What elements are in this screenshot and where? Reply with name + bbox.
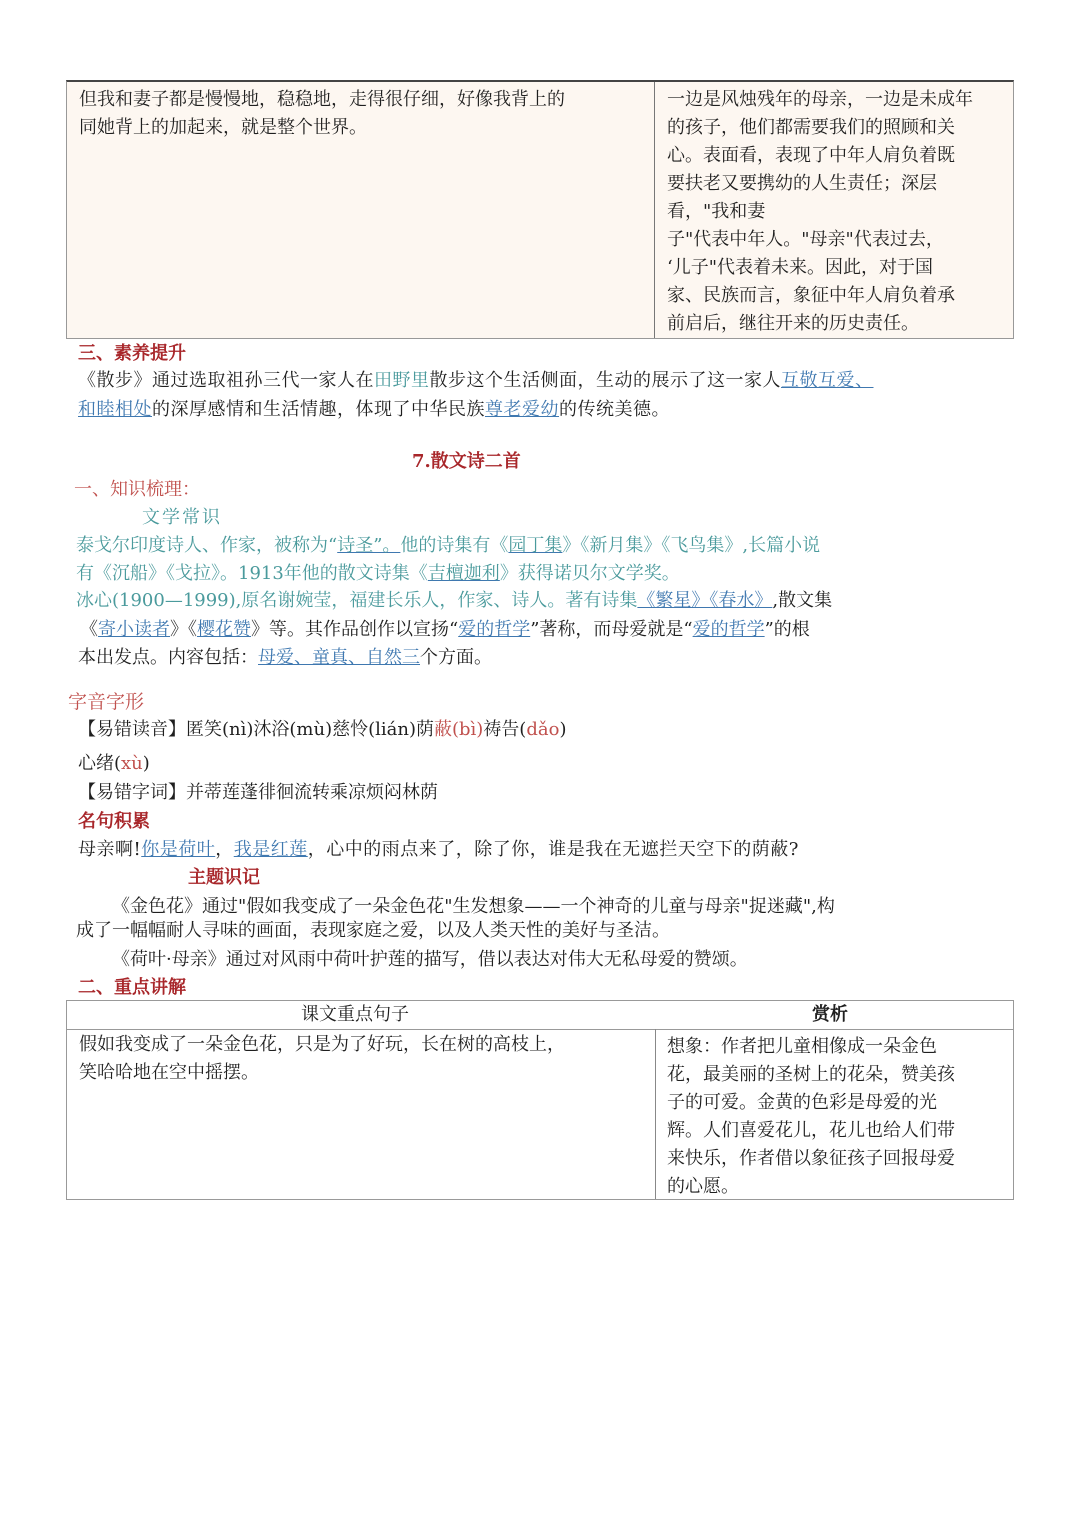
text-line: ‘儿子"代表着未来。因此，对于国 [667, 257, 933, 278]
section-heading: 三、素养提升 [78, 343, 186, 364]
paragraph-line: 和睦相处的深厚感情和生活情趣，体现了中华民族尊老爱幼的传统美德。 [78, 399, 670, 420]
table-2-header-right: 赏析 [812, 1004, 848, 1025]
literature-heading: 文学常识 [142, 507, 222, 528]
table-1-divider [654, 82, 655, 338]
text-line: 的心愿。 [667, 1176, 739, 1197]
paragraph-line: 成了一幅幅耐人寻味的画面，表现家庭之爱，以及人类天性的美好与圣洁。 [76, 920, 670, 941]
text-line: 的孩子，他们都需要我们的照顾和关 [667, 117, 955, 138]
table-2-header-line [67, 1029, 1013, 1030]
table-2-right-cell [667, 1033, 1007, 1201]
table-1-right-cell [667, 86, 1007, 338]
table-2 [66, 1000, 1014, 1200]
table-1 [66, 80, 1014, 339]
highlight-text: 尊老爱幼 [485, 399, 559, 420]
paragraph-line: 《金色花》通过"假如我变成了一朵金色花"生发想象——一个神奇的儿童与母亲"捉迷藏",构 [112, 896, 835, 917]
text-line: 子"代表中年人。"母亲"代表过去， [667, 229, 944, 250]
famous-line: 母亲啊!你是荷叶，我是红莲，心中的雨点来了，除了你，谁是我在无遮拦天空下的荫蔽? [78, 839, 799, 860]
lesson-title: 7.散文诗二首 [412, 451, 521, 472]
paragraph-line: 《散步》通过选取祖孙三代一家人在田野里散步这个生活侧面，生动的展示了这一家人互敬互爱、 [78, 370, 874, 391]
text-line: 辉。人们喜爱花儿，花儿也给人们带 [667, 1120, 955, 1141]
text-line: 同她背上的加起来，就是整个世界。 [79, 117, 367, 138]
key-heading: 二、重点讲解 [78, 977, 186, 998]
text-line: 前启后，继往开来的历史责任。 [667, 313, 919, 334]
pronunciation-line: 心绪(xù) [78, 753, 150, 774]
highlight-text: 和睦相处 [78, 399, 152, 420]
paragraph-line: 冰心(1900—1999),原名谢婉莹，福建长乐人，作家、诗人。著有诗集《繁星》《春水》,散文集 [76, 590, 833, 611]
words-line: 【易错字词】并蒂莲蓬徘徊流转乘凉烦闷林荫 [78, 782, 438, 803]
text-line: 假如我变成了一朵金色花，只是为了好玩，长在树的高枝上， [79, 1034, 565, 1055]
theme-heading: 主题识记 [188, 867, 260, 888]
zixing-heading: 字音字形 [68, 691, 145, 713]
text-line: 来快乐，作者借以象征孩子回报母爱 [667, 1148, 955, 1169]
table-2-divider [655, 1029, 656, 1199]
text-line: 想象：作者把儿童相像成一朵金色 [667, 1036, 937, 1057]
table-2-header-left: 课文重点句子 [301, 1004, 409, 1025]
text-line: 子的可爱。金黄的色彩是母爱的光 [667, 1092, 937, 1113]
text-line: 笑哈哈地在空中摇摆。 [79, 1062, 259, 1083]
highlight-text: 互敬互爱、 [781, 370, 874, 391]
text-line: 花，最美丽的圣树上的花朵，赞美孩 [667, 1064, 955, 1085]
famous-heading: 名句积累 [78, 811, 150, 832]
table-2-left-cell [79, 1031, 649, 1087]
paragraph-line: 《荷叶·母亲》通过对风雨中荷叶护莲的描写，借以表达对伟大无私母爱的赞颂。 [112, 949, 748, 970]
paragraph-line: 本出发点。内容包括：母爱、童真、自然三个方面。 [78, 647, 492, 668]
text-line: 但我和妻子都是慢慢地，稳稳地，走得很仔细，好像我背上的 [79, 89, 565, 110]
pronunciation-line: 【易错读音】匿笑(nì)沐浴(mù)慈怜(lián)荫蔽(bì)祷告(dǎo) [78, 719, 567, 740]
paragraph-line: 泰戈尔印度诗人、作家，被称为“诗圣”。他的诗集有《园丁集》《新月集》《飞鸟集》,长篇小说 [76, 535, 821, 556]
paragraph-line: 《寄小读者》《樱花赞》等。其作品创作以宣扬“爱的哲学”著称，而母爱就是“爱的哲学”的根 [80, 619, 810, 640]
text-line: 家、民族而言，象征中年人肩负着承 [667, 285, 955, 306]
text-line: 看，"我和妻 [667, 201, 766, 222]
text-line: 要扶老又要携幼的人生责任；深层 [667, 173, 937, 194]
text-line: 一边是风烛残年的母亲，一边是未成年 [667, 89, 973, 110]
knowledge-heading: 一、知识梳理： [74, 479, 200, 500]
text-line: 心。表面看，表现了中年人肩负着既 [667, 145, 955, 166]
table-1-left-cell [79, 86, 649, 142]
paragraph-line: 有《沉船》《戈拉》。1913年他的散文诗集《吉檀迦利》获得诺贝尔文学奖。 [76, 563, 680, 584]
